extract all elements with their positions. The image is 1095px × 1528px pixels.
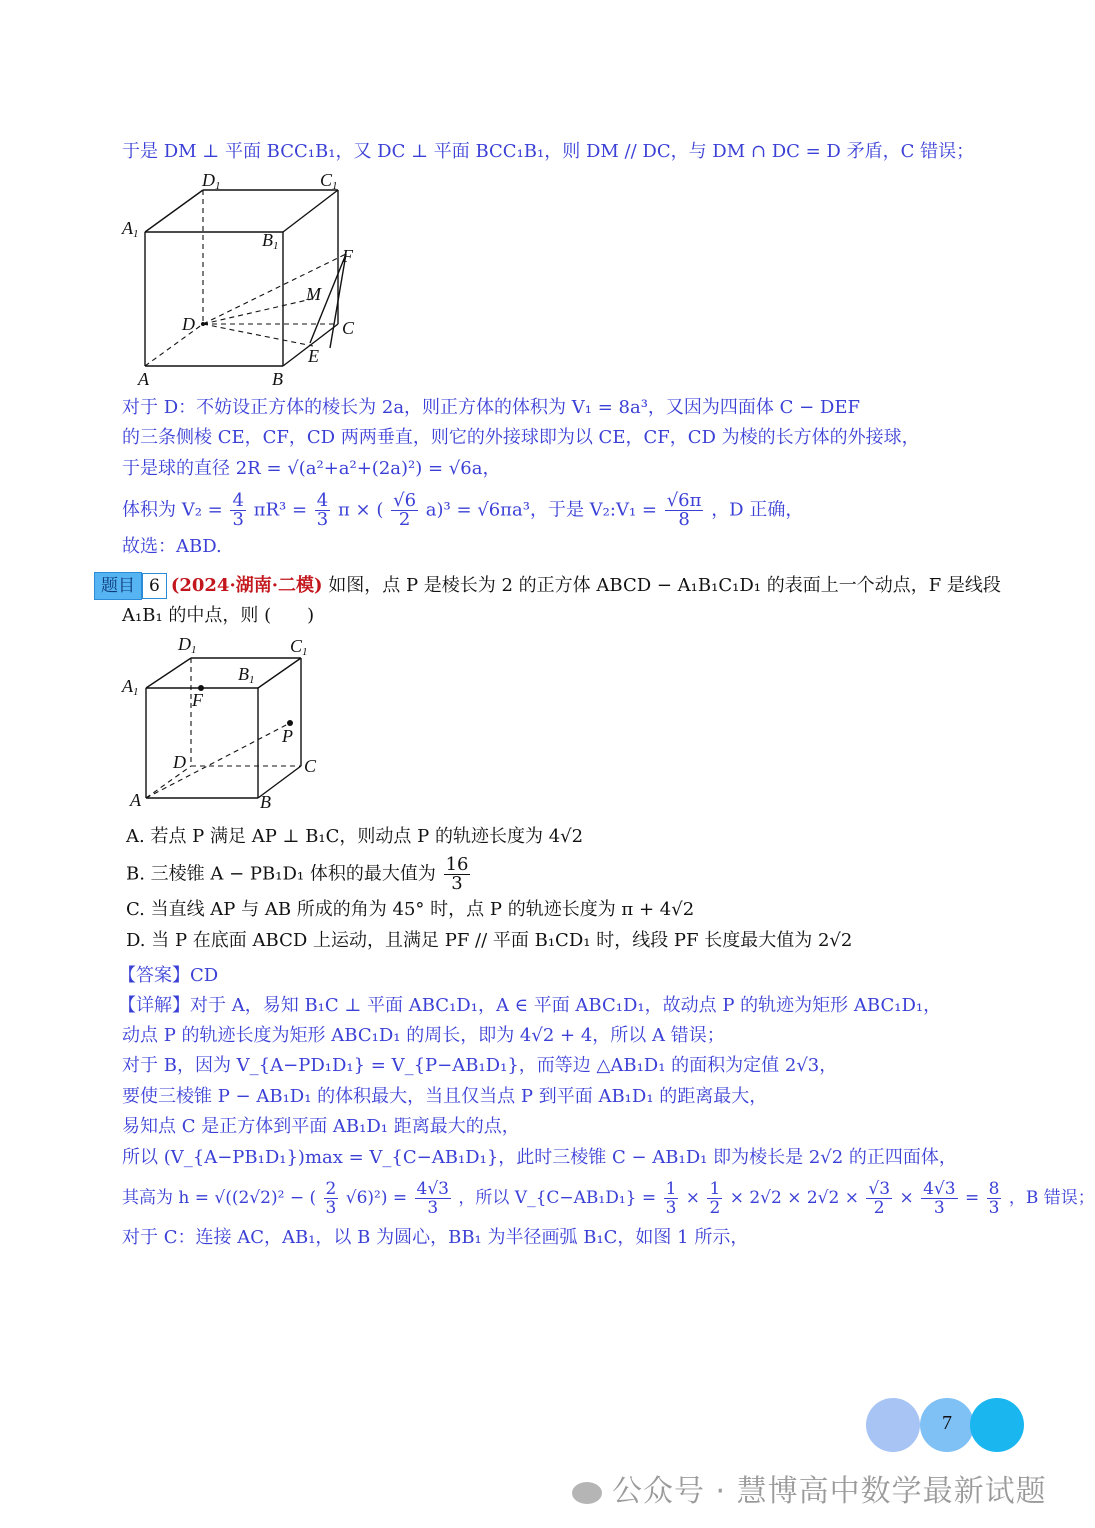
frac-1-3	[664, 1180, 679, 1217]
label-F: F	[192, 690, 203, 710]
line5-part-b: πR³ =	[253, 499, 313, 521]
solution-line-5	[122, 492, 803, 529]
d7-part-c: ，所以 V_{C−AB₁D₁} =	[458, 1188, 662, 1208]
question-tag: 题目	[94, 572, 142, 600]
d7-part-d: ×	[685, 1188, 706, 1208]
option-b-text: B. 三棱锥 A − PB₁D₁ 体积的最大值为	[126, 863, 436, 885]
label-D1: D1	[178, 634, 197, 656]
question-text-1: 如图，点 P 是棱长为 2 的正方体 ABCD − A₁B₁C₁D₁ 的表面上一个动点，F 是线段	[322, 575, 1001, 596]
detail-line-1: 【详解】对于 A，易知 B₁C ⊥ 平面 ABC₁D₁，A ∈ 平面 ABC₁D₁，故动点 P 的轨迹为矩形 ABC₁D₁，	[118, 995, 942, 1016]
label-F: F	[342, 246, 353, 266]
page-number: 7	[942, 1412, 952, 1434]
frac-1-2	[707, 1180, 722, 1217]
frac-den: 3	[232, 509, 244, 530]
question-source: (2024·湖南·二模)	[170, 575, 323, 596]
label-C1: C1	[290, 636, 308, 658]
frac-8-3	[987, 1180, 1002, 1217]
frac-num: 2	[325, 1179, 337, 1199]
label-P: P	[282, 726, 293, 746]
badge-circle-main	[970, 1398, 1024, 1452]
badge-circle-light	[866, 1398, 920, 1452]
label-D: D	[182, 314, 195, 334]
frac-num: 8	[988, 1179, 1000, 1199]
answer-line: 【答案】CD	[118, 965, 219, 986]
label-A: A	[138, 369, 149, 389]
frac-den: 3	[316, 509, 329, 530]
label-B1: B1	[262, 230, 279, 252]
frac-num: √6	[393, 490, 417, 511]
question-text-2: A₁B₁ 的中点，则 ( )	[122, 605, 315, 626]
label-B: B	[260, 792, 271, 812]
solution-line-1: 于是 DM ⊥ 平面 BCC₁B₁，又 DC ⊥ 平面 BCC₁B₁，则 DM // DC，与 DM ∩ DC = D 矛盾，C 错误；	[122, 141, 975, 162]
frac-r3-2	[866, 1180, 892, 1217]
frac-4-3-b	[315, 492, 330, 529]
frac-num: 4	[316, 490, 329, 511]
detail-line-8: 对于 C：连接 AC，AB₁，以 B 为圆心，BB₁ 为半径画弧 B₁C，如图 1 所示，	[122, 1227, 749, 1248]
frac-num: 4√3	[923, 1179, 956, 1199]
d7-part-g: =	[964, 1188, 985, 1208]
question-number: 6	[142, 573, 167, 599]
frac-num: √6π	[666, 490, 702, 511]
frac-num: 1	[665, 1179, 677, 1199]
detail-line-6: 所以 (V_{A−PB₁D₁})max = V_{C−AB₁D₁}，此时三棱锥 C − AB₁D₁ 即为棱长是 2√2 的正四面体，	[122, 1147, 957, 1168]
frac-2-3	[324, 1180, 339, 1217]
label-E: E	[308, 346, 319, 366]
label-B: B	[272, 369, 283, 389]
watermark	[572, 1466, 1047, 1510]
solution-line-2: 对于 D：不妨设正方体的棱长为 2a，则正方体的体积为 V₁ = 8a³，又因为四面体 C − DEF	[122, 397, 860, 418]
frac-den: 3	[427, 1198, 439, 1218]
frac-4r3-3-b	[921, 1180, 957, 1217]
frac-num: 1	[709, 1179, 721, 1199]
d7-part-e: × 2√2 × 2√2 ×	[729, 1188, 865, 1208]
option-b	[126, 856, 472, 893]
line5-part-e: ，D 正确，	[711, 499, 804, 521]
line5-part-a: 体积为 V₂ =	[122, 499, 229, 521]
cube-figure-1	[118, 168, 378, 398]
frac-den: 2	[873, 1198, 885, 1218]
solution-line-6: 故选：ABD.	[122, 536, 222, 557]
d7-part-h: ，B 错误；	[1008, 1188, 1095, 1208]
frac-den: 2	[709, 1198, 721, 1218]
frac-4r3-3	[415, 1180, 451, 1217]
frac-16-3	[444, 856, 471, 893]
detail-line-3: 对于 B，因为 V_{A−PD₁D₁} = V_{P−AB₁D₁}，而等边 △AB₁D₁ 的面积为定值 2√3，	[122, 1055, 838, 1076]
frac-den: 3	[451, 873, 463, 894]
frac-den: 8	[678, 509, 690, 530]
option-c: C. 当直线 AP 与 AB 所成的角为 45° 时，点 P 的轨迹长度为 π + 4√2	[126, 899, 695, 920]
line5-part-c: π × (	[337, 499, 384, 521]
detail-line-7	[122, 1180, 1095, 1217]
solution-line-4: 于是球的直径 2R = √(a²+a²+(2a)²) = √6a，	[122, 458, 501, 479]
detail-line-5: 易知点 C 是正方体到平面 AB₁D₁ 距离最大的点，	[122, 1116, 520, 1137]
label-A: A	[130, 790, 141, 810]
detail-line-4: 要使三棱锥 P − AB₁D₁ 的体积最大，当且仅当点 P 到平面 AB₁D₁ 的距离最大，	[122, 1086, 768, 1107]
frac-r6pi-8	[665, 492, 704, 529]
frac-num: 4	[232, 490, 244, 511]
frac-den: 3	[325, 1198, 337, 1218]
option-a: A. 若点 P 满足 AP ⊥ B₁C，则动点 P 的轨迹长度为 4√2	[126, 826, 584, 847]
page-number-badge	[866, 1398, 1026, 1452]
cube-figure-2	[118, 630, 328, 815]
detail-line-2: 动点 P 的轨迹长度为矩形 ABC₁D₁ 的周长，即为 4√2 + 4，所以 A 错误；	[122, 1025, 725, 1046]
label-B1: B1	[238, 664, 255, 686]
label-C: C	[342, 318, 355, 338]
d7-part-f: ×	[899, 1188, 920, 1208]
label-C: C	[304, 756, 317, 776]
line5-part-d: a)³ = √6πa³，于是 V₂:V₁ =	[425, 499, 663, 521]
wechat-icon	[572, 1482, 602, 1504]
d7-part-b: √6)²) =	[345, 1188, 413, 1208]
watermark-text: 公众号 · 慧博高中数学最新试题	[612, 1474, 1047, 1509]
solution-line-3: 的三条侧棱 CE，CF，CD 两两垂直，则它的外接球即为以 CE，CF，CD 为棱的长方体的外接球，	[122, 427, 920, 448]
frac-num: 4√3	[416, 1179, 449, 1199]
frac-4-3	[230, 492, 245, 529]
label-M: M	[306, 284, 321, 304]
frac-r6-2	[391, 492, 418, 529]
d7-part-a: 其高为 h = √((2√2)² − (	[122, 1188, 317, 1208]
frac-den: 3	[988, 1198, 1000, 1218]
frac-den: 3	[665, 1198, 677, 1218]
frac-num: √3	[868, 1179, 891, 1199]
frac-den: 2	[398, 509, 411, 530]
frac-den: 3	[933, 1198, 945, 1218]
frac-num: 16	[445, 854, 469, 875]
label-C1: C1	[320, 170, 338, 192]
label-D: D	[173, 752, 186, 772]
label-D1: D1	[202, 170, 221, 192]
question-header	[94, 572, 1001, 600]
option-d: D. 当 P 在底面 ABCD 上运动，且满足 PF // 平面 B₁CD₁ 时，线段 PF 长度最大值为 2√2	[126, 930, 853, 951]
label-A1: A1	[122, 218, 139, 240]
label-A1: A1	[122, 676, 139, 698]
